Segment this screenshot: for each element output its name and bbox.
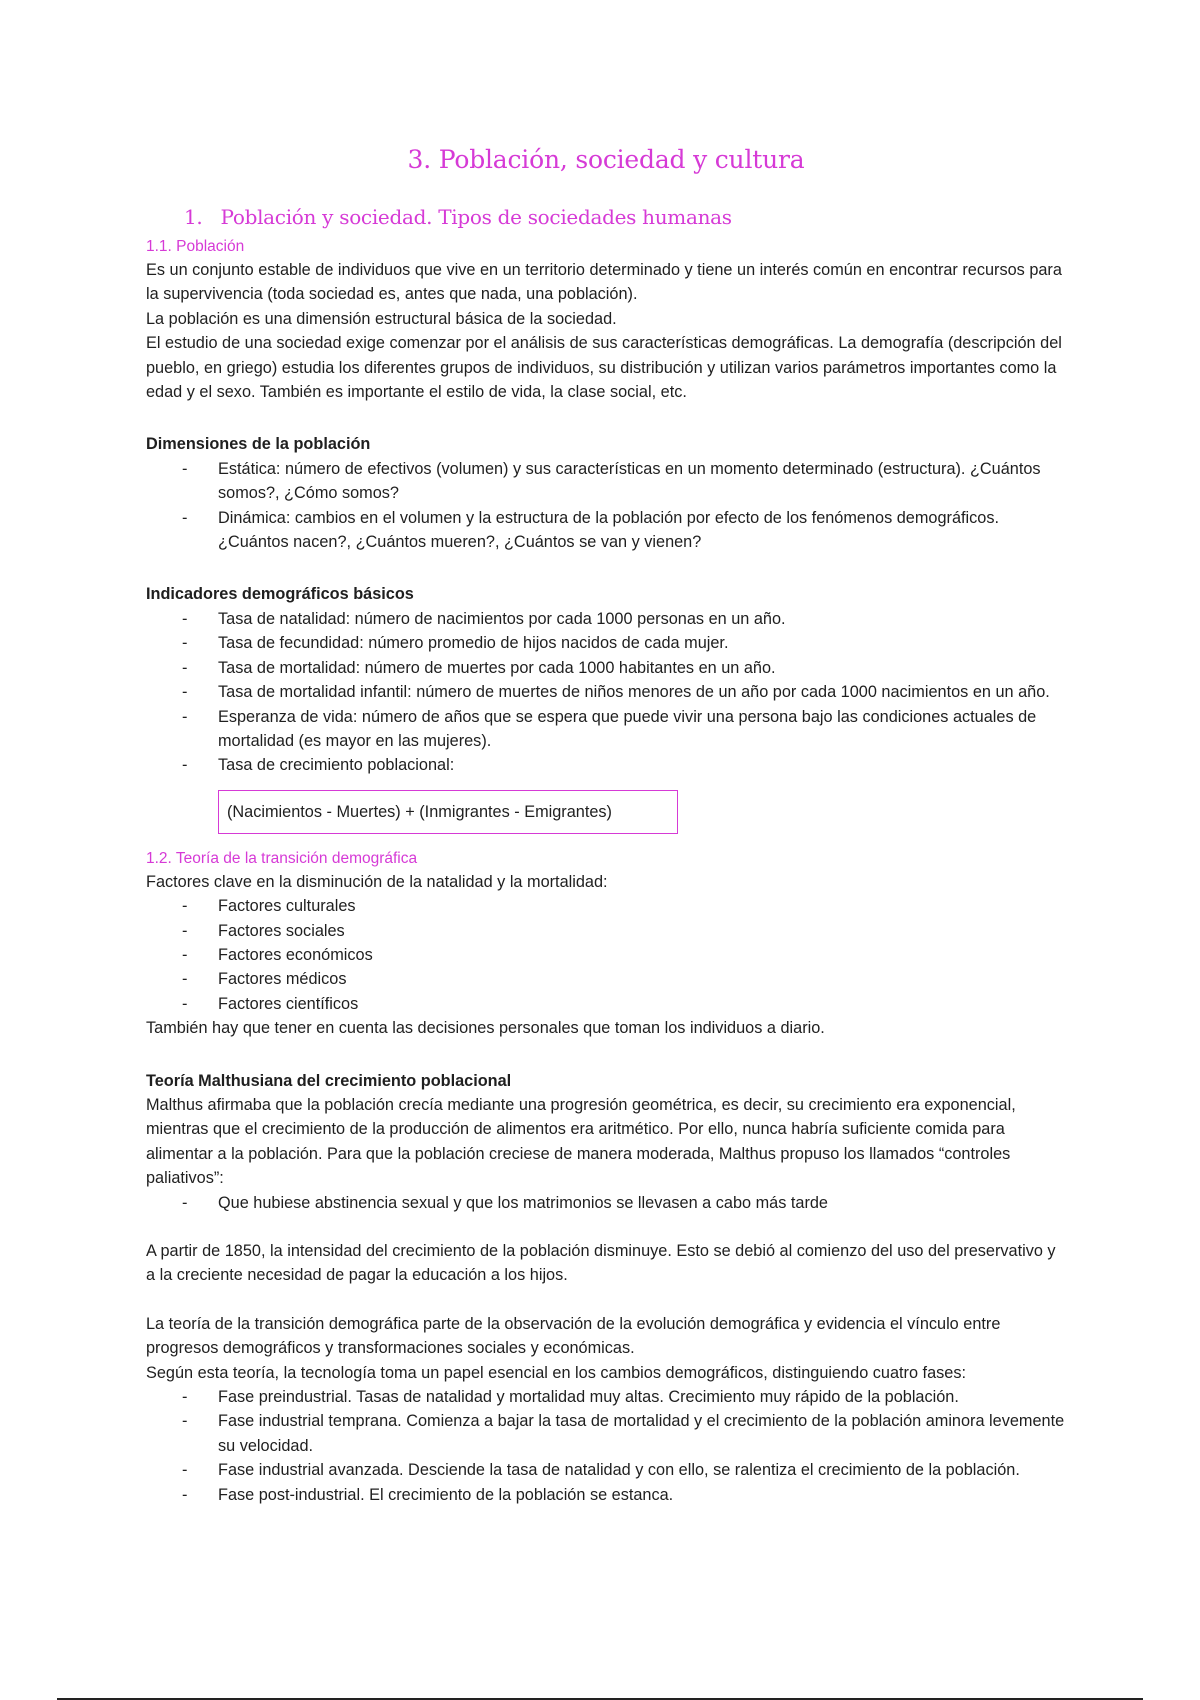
- list-item: - Factores culturales: [146, 894, 1066, 918]
- list-malthus: [146, 1191, 1066, 1215]
- list-item: - Factores médicos: [146, 967, 1066, 991]
- bold-heading-indicadores: Indicadores demográficos básicos: [146, 585, 414, 604]
- list-item: - Estática: número de efectivos (volumen) y sus características en un momento determinado (estructura). ¿Cuántos somos?, ¿Cómo somos?: [146, 457, 1066, 506]
- paragraph: La teoría de la transición demográfica parte de la observación de la evolución demográfica y evidencia el vínculo entre progresos demográficos y transformaciones sociales y económicas.: [146, 1314, 1001, 1358]
- bold-heading-dimensiones: Dimensiones de la población: [146, 435, 371, 454]
- section-label: Población y sociedad. Tipos de sociedades humanas: [220, 205, 732, 229]
- list-item: - Esperanza de vida: número de años que se espera que puede vivir una persona bajo las condiciones actuales de mortalidad (es mayor en las mujeres).: [146, 705, 1066, 754]
- paragraph: Malthus afirmaba que la población crecía mediante una progresión geométrica, es decir, su crecimiento era exponencial, mientras que el crecimiento de la producción de alimentos era aritmético. Por ello, nunca habría suficiente comida para alimentar a la población. Para que la población creciese de manera moderada, Malthus propuso los llamados “controles paliativos”:: [146, 1095, 1016, 1188]
- list-item: - Tasa de mortalidad: número de muertes por cada 1000 habitantes en un año.: [146, 656, 1066, 680]
- paragraph: Según esta teoría, la tecnología toma un papel esencial en los cambios demográficos, distinguiendo cuatro fases:: [146, 1363, 966, 1382]
- list-item: - Tasa de crecimiento poblacional:: [146, 753, 1066, 777]
- list-dimensiones: [146, 457, 1066, 555]
- list-item: - Tasa de fecundidad: número promedio de hijos nacidos de cada mujer.: [146, 631, 1066, 655]
- list-fases: [146, 1385, 1066, 1507]
- list-item: - Fase post-industrial. El crecimiento de la población se estanca.: [146, 1483, 1066, 1507]
- paragraph: El estudio de una sociedad exige comenzar por el análisis de sus características demográficas. La demografía (descripción del pueblo, en griego) estudia los diferentes grupos de individuos, su distribución y utilizan varios parámetros importantes como la edad y el sexo. También es importante el estilo de vida, la clase social, etc.: [146, 334, 1062, 402]
- subsection-heading-transicion: 1.2. Teoría de la transición demográfica: [146, 849, 418, 867]
- paragraph: A partir de 1850, la intensidad del crecimiento de la población disminuye. Esto se debió al comienzo del uso del preservativo y a la creciente necesidad de pagar la educación a los hijos.: [146, 1242, 1056, 1285]
- list-indicadores: [146, 607, 1066, 778]
- paragraph: Es un conjunto estable de individuos que vive en un territorio determinado y tiene un interés común en encontrar recursos para la supervivencia (toda sociedad es, antes que nada, una población).: [146, 261, 1062, 304]
- list-item: - Factores económicos: [146, 943, 1066, 967]
- section-heading-1: [184, 202, 1066, 232]
- formula-text: (Nacimientos - Muertes) + (Inmigrantes - Emigrantes): [227, 802, 612, 821]
- list-item: - Tasa de mortalidad infantil: número de muertes de niños menores de un año por cada 1000 nacimientos en un año.: [146, 680, 1066, 704]
- list-item: - Dinámica: cambios en el volumen y la estructura de la población por efecto de los fenómenos demográficos. ¿Cuántos nacen?, ¿Cuántos mueren?, ¿Cuántos se van y vienen?: [146, 506, 1066, 555]
- paragraph: Factores clave en la disminución de la natalidad y la mortalidad:: [146, 872, 608, 891]
- list-item: - Que hubiese abstinencia sexual y que los matrimonios se llevasen a cabo más tarde: [146, 1191, 1066, 1215]
- list-item: - Factores científicos: [146, 992, 1066, 1016]
- paragraph: También hay que tener en cuenta las decisiones personales que toman los individuos a diario.: [146, 1019, 825, 1038]
- subsection-heading-poblacion: 1.1. Población: [146, 238, 245, 255]
- formula-box: [218, 790, 678, 834]
- section-number: 1.: [184, 205, 203, 229]
- list-item: - Tasa de natalidad: número de nacimientos por cada 1000 personas en un año.: [146, 607, 1066, 631]
- list-item: - Factores sociales: [146, 919, 1066, 943]
- bold-heading-malthus: Teoría Malthusiana del crecimiento poblacional: [146, 1071, 512, 1090]
- list-item: - Fase preindustrial. Tasas de natalidad y mortalidad muy altas. Crecimiento muy rápido de la población.: [146, 1385, 1066, 1409]
- document-page: [146, 140, 1066, 1507]
- list-item: - Fase industrial temprana. Comienza a bajar la tasa de mortalidad y el crecimiento de la población aminora levemente su velocidad.: [146, 1409, 1066, 1458]
- paragraph: La población es una dimensión estructural básica de la sociedad.: [146, 309, 617, 328]
- list-item: - Fase industrial avanzada. Desciende la tasa de natalidad y con ello, se ralentiza el crecimiento de la población.: [146, 1458, 1066, 1482]
- list-factores: [146, 894, 1066, 1016]
- page-title: 3. Población, sociedad y cultura: [407, 145, 805, 174]
